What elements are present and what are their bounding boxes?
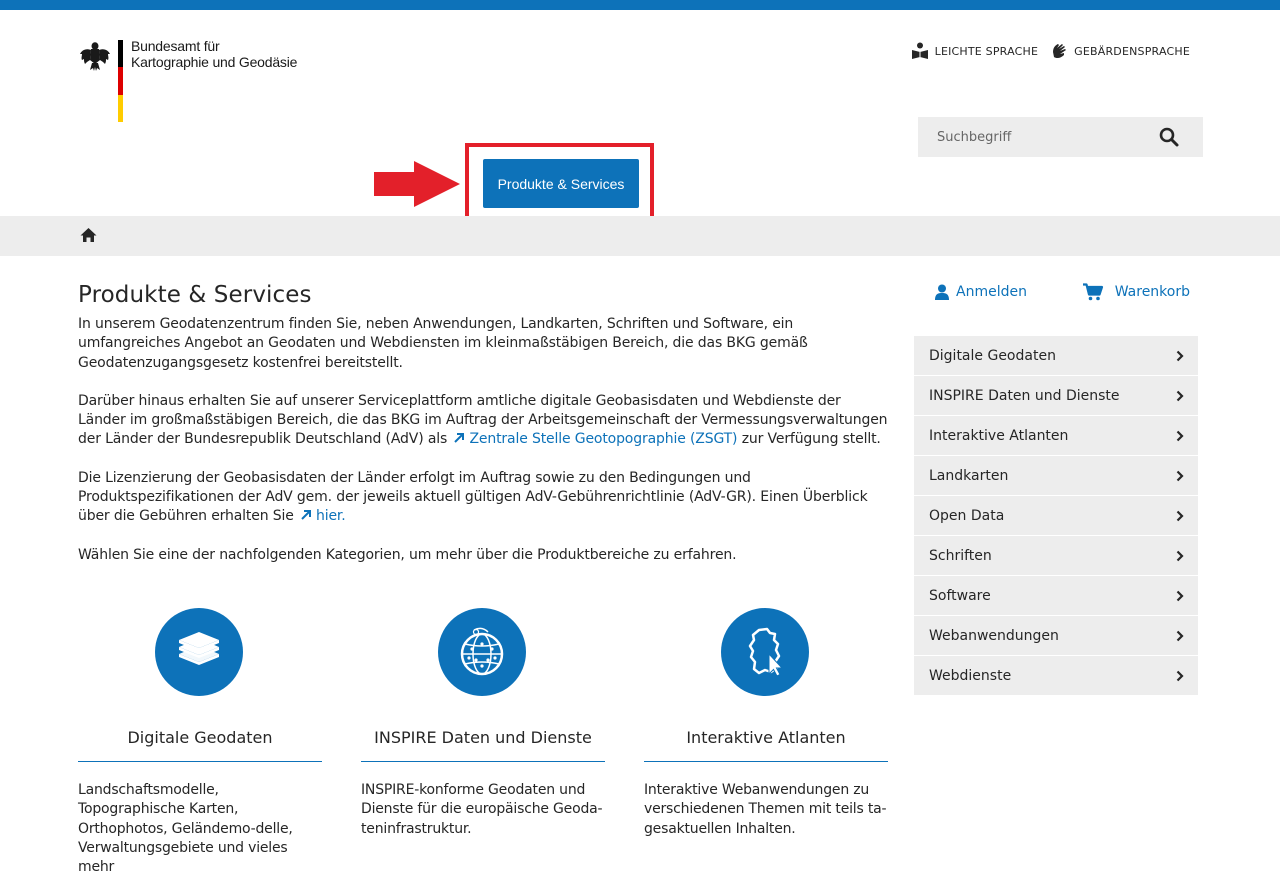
chevron-right-icon (1176, 550, 1184, 562)
federal-eagle-icon (80, 40, 110, 72)
card-title[interactable]: INSPIRE Daten und Dienste (374, 728, 592, 747)
sign-language-label: GEBÄRDENSPRACHE (1074, 44, 1190, 58)
sidebar-item-label: Interaktive Atlanten (929, 427, 1069, 444)
sidebar-item-label: Software (929, 587, 991, 604)
sidebar-item-label: Webanwendungen (929, 627, 1059, 644)
sidebar-item-webanwendungen[interactable] (914, 616, 1198, 655)
search-input[interactable] (918, 130, 1148, 145)
red-arrow-annotation-icon (374, 161, 460, 207)
top-accent-bar (0, 0, 1280, 10)
login-label: Anmelden (956, 284, 1027, 300)
page-title: Produkte & Services (78, 282, 312, 308)
intro-paragraph-3 (78, 469, 890, 527)
logo-line-1: Bundesamt für (131, 38, 220, 54)
account-links (934, 283, 1190, 301)
sidebar-category-list (914, 336, 1198, 696)
chevron-right-icon (1176, 350, 1184, 362)
sidebar-item-label: Landkarten (929, 467, 1009, 484)
sidebar-item-label: Open Data (929, 507, 1005, 524)
logo-text (131, 38, 297, 70)
fees-link-label: hier. (316, 508, 346, 525)
card-divider (644, 761, 888, 762)
sidebar-item-label: INSPIRE Daten und Dienste (929, 387, 1120, 404)
chevron-right-icon (1176, 630, 1184, 642)
paragraph-3-text: Die Lizenzierung der Geobasisdaten der Länder erfolgt im Auftrag sowie zu den Bedingungen und Produktspezifikationen der AdV gem. der jeweils aktuell gültigen AdV-Gebührenrichtlinie (AdV-GR). Einen Überblick über die Gebühren erhalten Sie (78, 469, 868, 525)
card-title[interactable]: Digitale Geodaten (127, 728, 273, 747)
external-link-icon (300, 509, 312, 521)
sidebar-item-interaktive-atlanten[interactable] (914, 416, 1198, 455)
paragraph-2-text-end: zur Verfügung stellt. (741, 431, 881, 448)
fees-link[interactable] (298, 508, 346, 524)
zsgt-link[interactable] (451, 431, 737, 447)
home-icon[interactable] (80, 227, 97, 243)
chevron-right-icon (1176, 470, 1184, 482)
category-cards (78, 608, 888, 876)
card-icon-button[interactable] (721, 608, 809, 696)
sidebar-item-software[interactable] (914, 576, 1198, 615)
main-content (78, 282, 890, 584)
sign-language-link[interactable] (1050, 42, 1190, 60)
germany-map-cursor-icon (737, 624, 793, 680)
card-icon-button[interactable] (438, 608, 526, 696)
sidebar-item-label: Webdienste (929, 667, 1012, 684)
sign-language-icon (1050, 42, 1068, 60)
intro-paragraph-1: In unserem Geodatenzentrum finden Sie, neben Anwendungen, Landkarten, Schriften und Software, ein umfangreiches Angebot an Geodaten und Webdiensten im kleinmaßstäbigen Bereich, die das BKG gemäß Geodatenzugangsgesetz kostenfrei bereitstellt. (78, 316, 808, 371)
sidebar-item-landkarten[interactable] (914, 456, 1198, 495)
user-icon (934, 284, 950, 300)
bkg-logo[interactable] (80, 38, 310, 122)
products-services-nav-button[interactable]: Produkte & Services (483, 159, 639, 208)
card-title[interactable]: Interaktive Atlanten (686, 728, 846, 747)
cart-label: Warenkorb (1114, 284, 1190, 300)
paragraph-2-text-start: Darüber hinaus erhalten Sie auf unserer Serviceplattform amtliche digitale Geobasisdaten und Webdienste der Länder im großmaßstäbigen Bereich, die das BKG im Auftrag der Arbeitsgemeinschaft der Vermessungsverwaltungen der Länder der Bundesrepublik Deutschland (AdV) als (78, 392, 888, 448)
sidebar-item-label: Schriften (929, 547, 992, 564)
chevron-right-icon (1176, 430, 1184, 442)
cart-link[interactable] (1083, 283, 1190, 301)
easy-language-label: LEICHTE SPRACHE (934, 44, 1039, 58)
search-box (918, 117, 1203, 157)
layers-icon (171, 624, 227, 680)
sidebar-item-webdienste[interactable] (914, 656, 1198, 695)
chevron-right-icon (1176, 510, 1184, 522)
globe-stars-icon (454, 624, 510, 680)
easy-language-icon (911, 42, 929, 60)
easy-language-link[interactable] (911, 42, 1039, 60)
card-description: Landschaftsmodelle, Topographische Karten, Orthophotos, Geländemo-delle, Verwaltungsgebiete und vieles mehr (78, 782, 293, 876)
sidebar-item-schriften[interactable] (914, 536, 1198, 575)
sidebar-item-label: Digitale Geodaten (929, 347, 1056, 364)
accessibility-links (911, 42, 1190, 60)
external-link-icon (453, 432, 465, 444)
login-link[interactable] (934, 283, 1027, 301)
chevron-right-icon (1176, 390, 1184, 402)
card-icon-button[interactable] (155, 608, 243, 696)
shopping-cart-icon (1083, 283, 1103, 301)
sidebar-item-digitale-geodaten[interactable] (914, 336, 1198, 375)
sidebar-item-open-data[interactable] (914, 496, 1198, 535)
logo-line-2: Kartographie und Geodäsie (131, 54, 298, 70)
sidebar-item-inspire[interactable] (914, 376, 1198, 415)
intro-paragraph-4: Wählen Sie eine der nachfolgenden Kategorien, um mehr über die Produktbereiche zu erfahren. (78, 546, 737, 563)
card-description: INSPIRE-konforme Geodaten und Dienste für die europäische Geoda-teninfrastruktur. (361, 782, 603, 837)
breadcrumb (0, 216, 1280, 256)
card-description: Interaktive Webanwendungen zu verschiedenen Themen mit teils ta-gesaktuellen Inhalten. (644, 782, 887, 837)
search-icon[interactable] (1159, 127, 1179, 147)
intro-paragraph-2 (78, 392, 890, 450)
chevron-right-icon (1176, 590, 1184, 602)
zsgt-link-label: Zentrale Stelle Geotopographie (ZSGT) (469, 431, 738, 448)
card-divider (361, 761, 605, 762)
chevron-right-icon (1176, 670, 1184, 682)
german-flag-stripe (118, 40, 123, 122)
card-divider (78, 761, 322, 762)
